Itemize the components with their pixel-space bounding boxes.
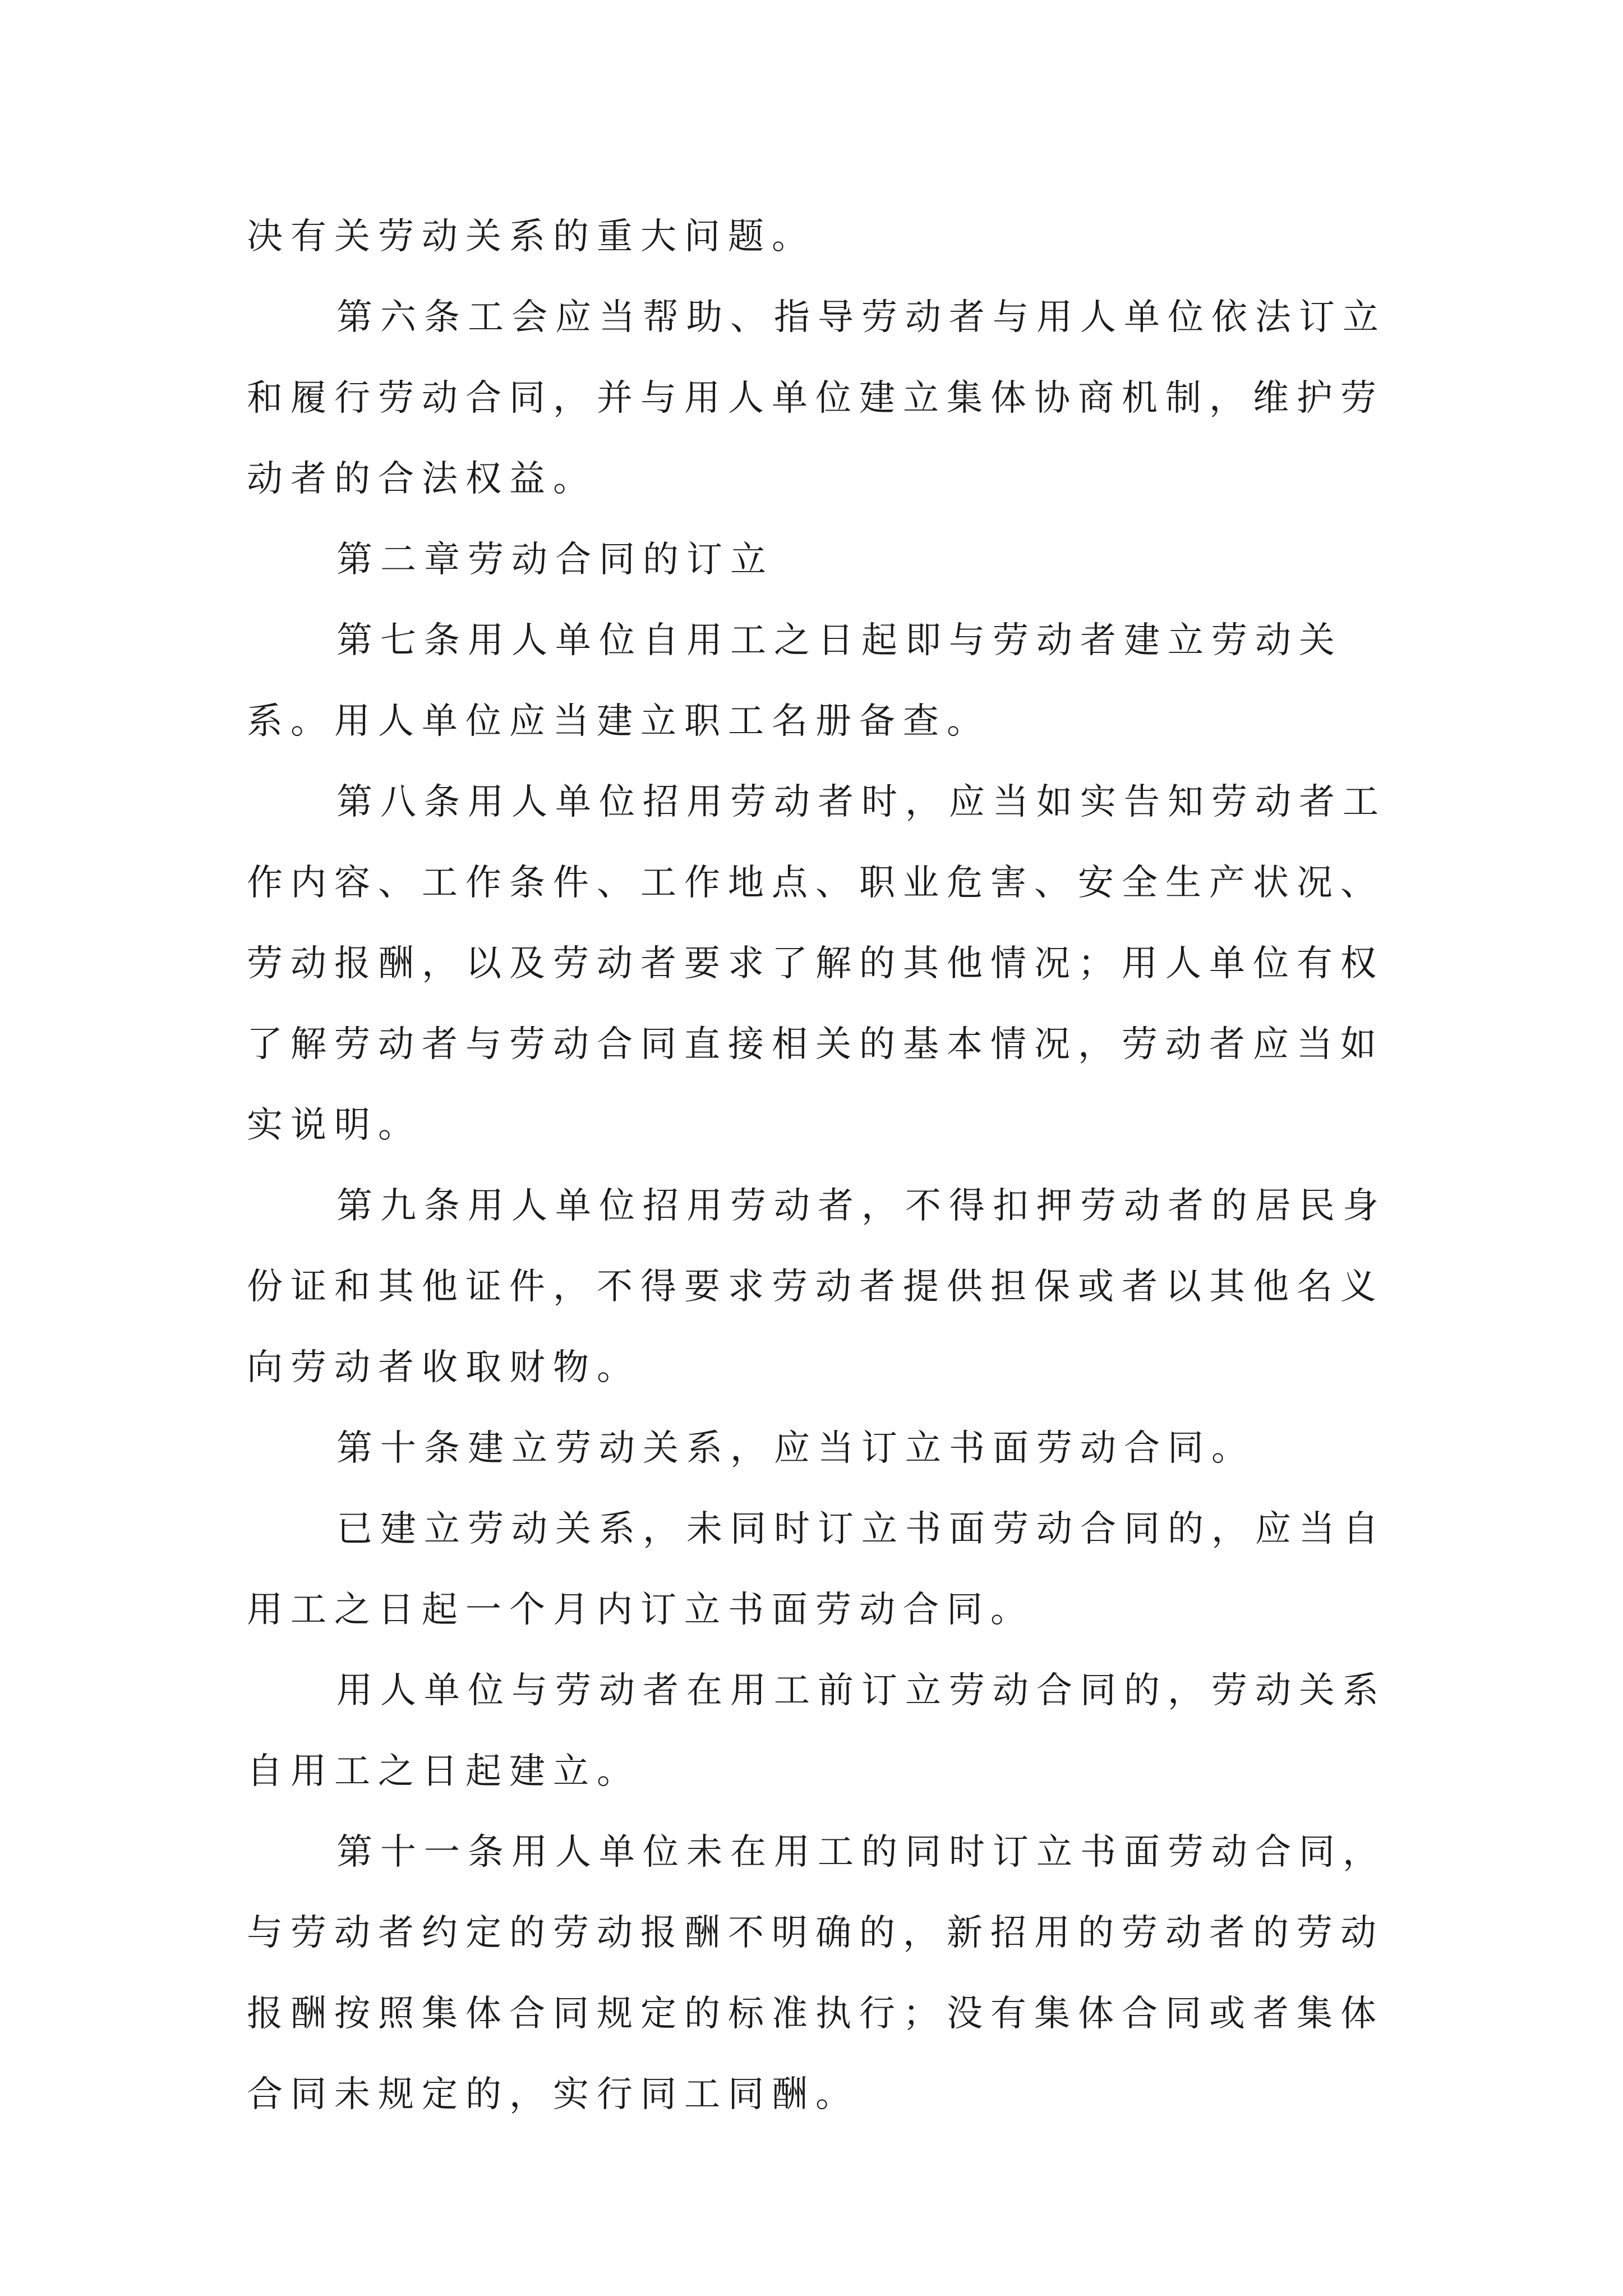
- text-line: 第九条用人单位招用劳动者，不得扣押劳动者的居民身: [336, 1185, 1386, 1227]
- text-line: 自用工之日起建立。: [247, 1751, 640, 1792]
- text-line: 和履行劳动合同，并与用人单位建立集体协商机制，维护劳: [247, 378, 1384, 419]
- text-line: 份证和其他证件，不得要求劳动者提供担保或者以其他名义: [247, 1266, 1384, 1308]
- text-line: 合同未规定的，实行同工同酬。: [247, 2074, 859, 2115]
- text-line: 用人单位与劳动者在用工前订立劳动合同的，劳动关系: [336, 1670, 1386, 1711]
- text-line: 作内容、工作条件、工作地点、职业危害、安全生产状况、: [247, 862, 1384, 904]
- text-line: 第六条工会应当帮助、指导劳动者与用人单位依法订立: [336, 297, 1386, 338]
- text-line: 与劳动者约定的劳动报酬不明确的，新招用的劳动者的劳动: [247, 1912, 1384, 1954]
- text-line: 决有关劳动关系的重大问题。: [247, 216, 815, 257]
- text-line: 动者的合法权益。: [247, 458, 597, 500]
- text-line: 已建立劳动关系，未同时订立书面劳动合同的，应当自: [336, 1508, 1386, 1550]
- chapter-heading: 第二章劳动合同的订立: [336, 539, 774, 581]
- text-line: 用工之日起一个月内订立书面劳动合同。: [247, 1589, 1034, 1631]
- text-line: 报酬按照集体合同规定的标准执行；没有集体合同或者集体: [247, 1993, 1384, 2035]
- text-line: 第七条用人单位自用工之日起即与劳动者建立劳动关: [336, 620, 1343, 661]
- text-line: 第十条建立劳动关系，应当订立书面劳动合同。: [336, 1428, 1255, 1469]
- text-line: 第十一条用人单位未在用工的同时订立书面劳动合同，: [336, 1832, 1386, 1873]
- text-line: 实说明。: [247, 1105, 422, 1146]
- text-line: 系。用人单位应当建立职工名册备查。: [247, 701, 990, 742]
- text-line: 第八条用人单位招用劳动者时，应当如实告知劳动者工: [336, 781, 1386, 823]
- text-line: 劳动报酬，以及劳动者要求了解的其他情况；用人单位有权: [247, 943, 1384, 984]
- text-line: 向劳动者收取财物。: [247, 1347, 640, 1388]
- text-line: 了解劳动者与劳动合同直接相关的基本情况，劳动者应当如: [247, 1024, 1384, 1065]
